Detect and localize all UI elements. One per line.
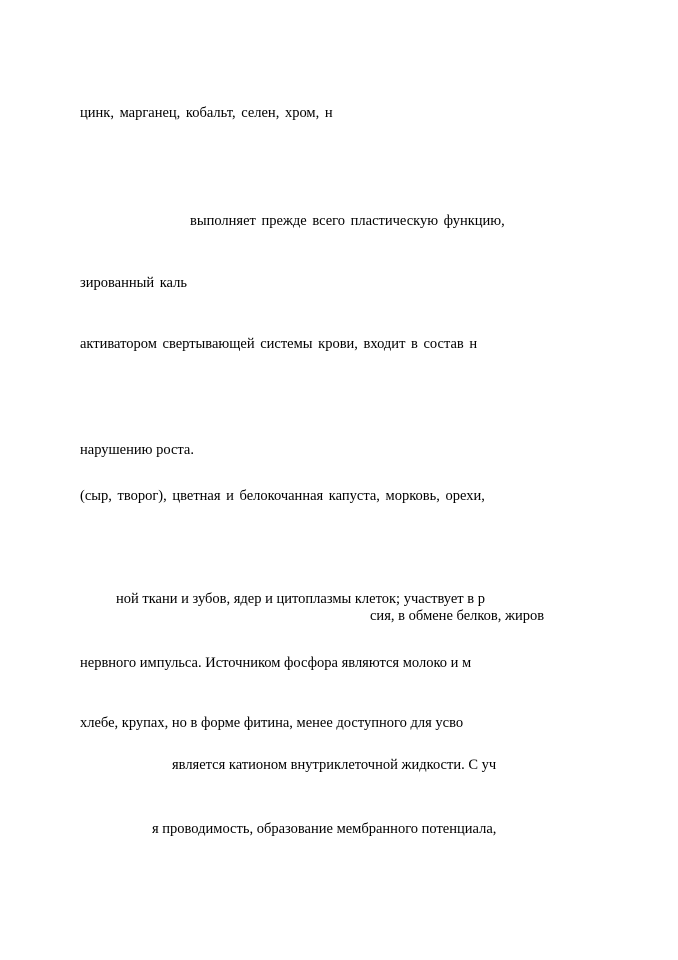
text-line-7: ной ткани и зубов, ядер и цитоплазмы клеток; участвует в р — [116, 591, 485, 607]
text-line-9: нервного импульса. Источником фосфора являются молоко и м — [80, 655, 472, 671]
text-line-3: зированный каль — [80, 275, 187, 291]
text-line-5: нарушению роста. — [80, 442, 194, 458]
text-line-4: активатором свертывающей системы крови, входит в состав н — [80, 336, 478, 352]
text-line-10: хлебе, крупах, но в форме фитина, менее доступного для усво — [80, 715, 464, 731]
text-line-1: цинк, марганец, кобальт, селен, хром, н — [80, 105, 333, 121]
text-line-2: выполняет прежде всего пластическую функцию, — [190, 213, 505, 229]
text-line-12: я проводимость, образование мембранного потенциала, — [152, 821, 497, 837]
text-line-11: является катионом внутриклеточной жидкости. С уч — [172, 757, 497, 773]
text-line-6: (сыр, творог), цветная и белокочанная капуста, морковь, орехи, — [80, 488, 485, 504]
text-line-8: сия, в обмене белков, жиров — [370, 608, 545, 624]
